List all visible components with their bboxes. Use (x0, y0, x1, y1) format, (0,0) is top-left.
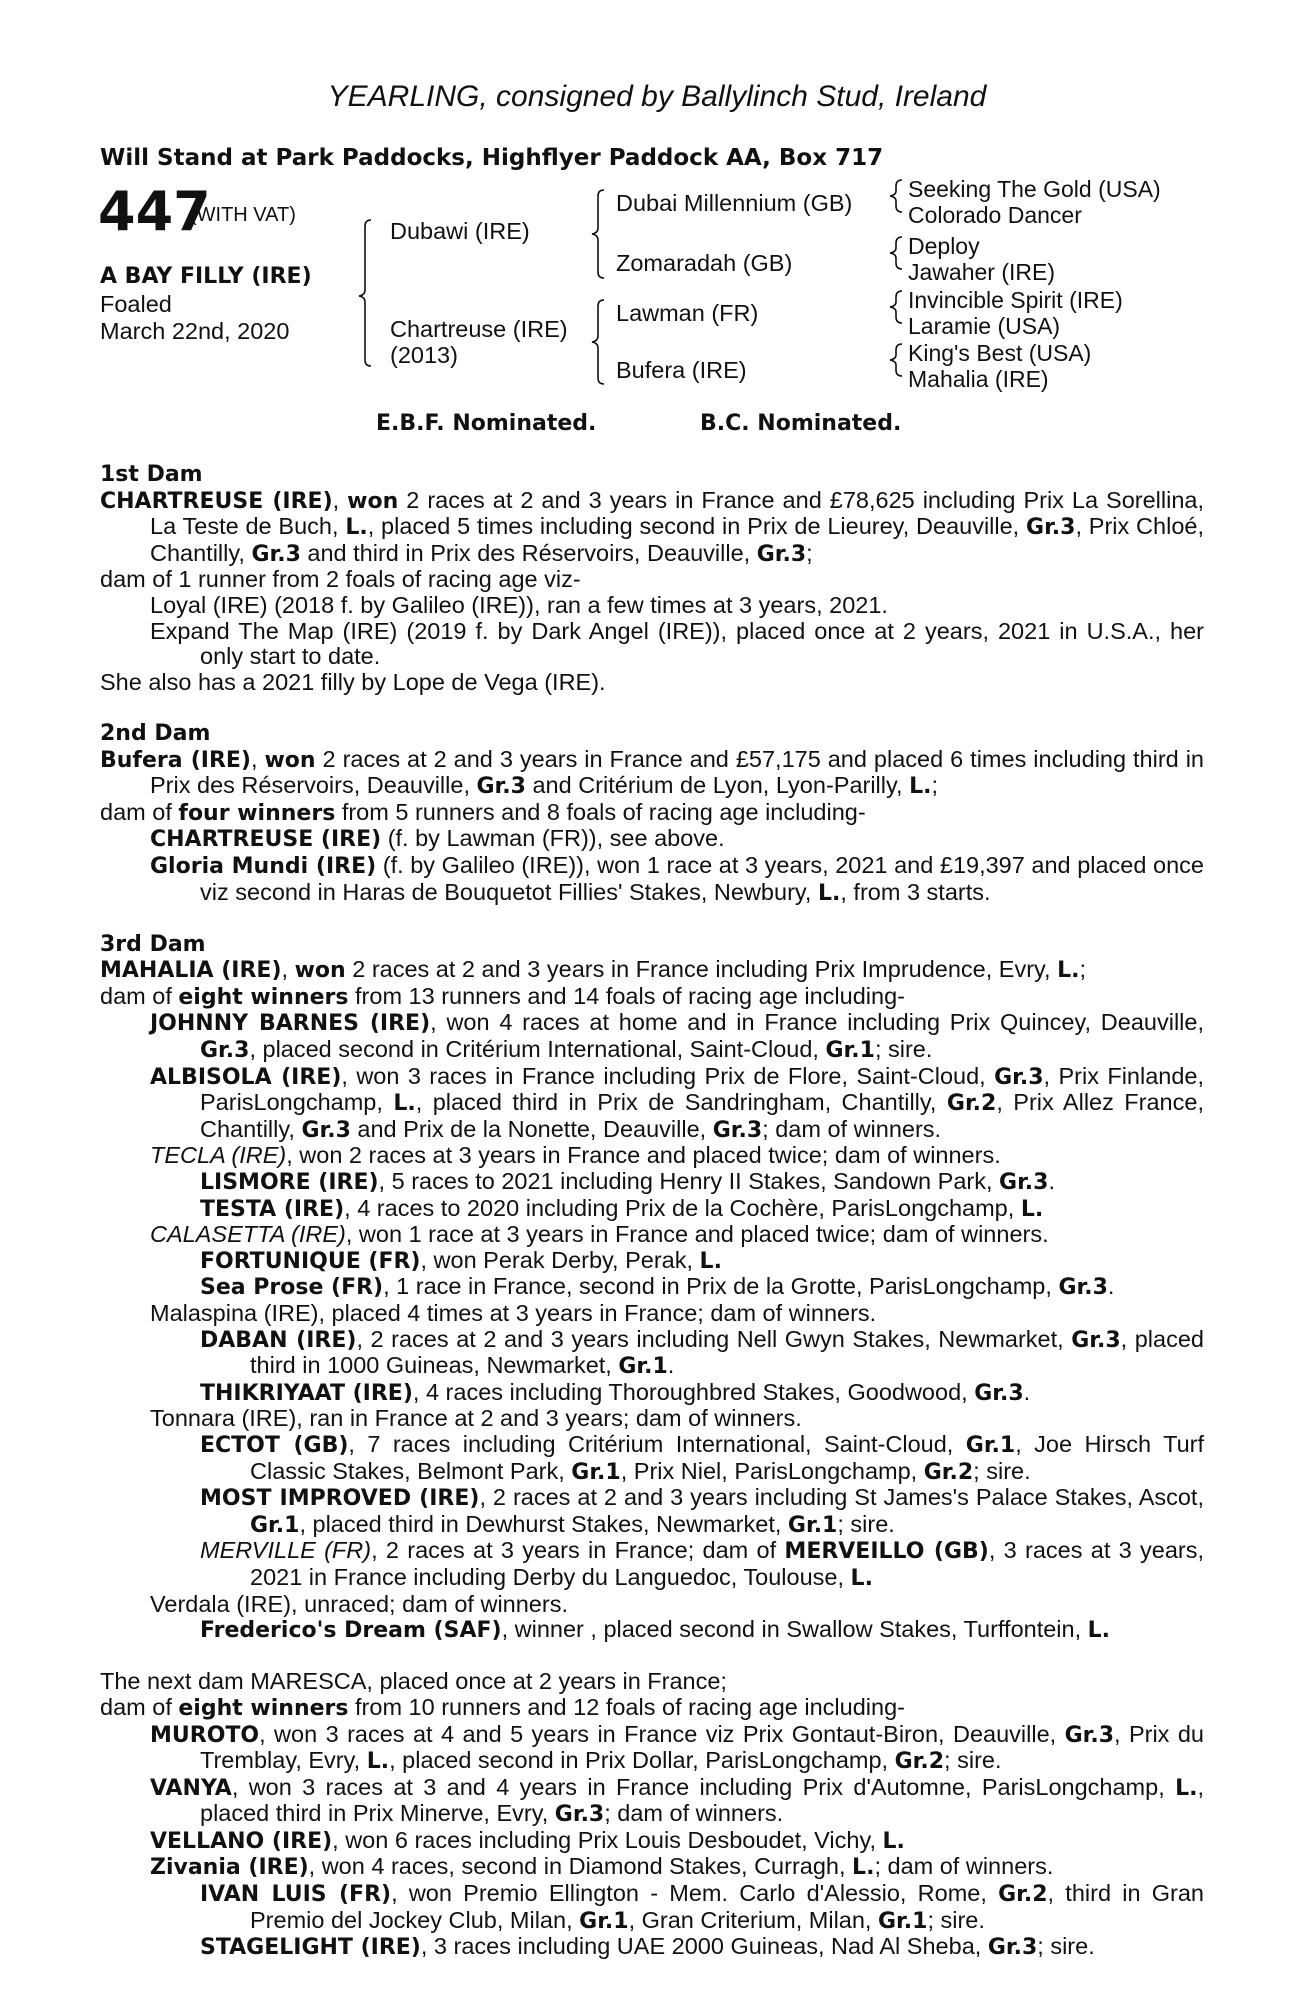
pedigree-sire: Dubawi (IRE) (390, 218, 530, 244)
entry-text: , Prix Chloé, Chantilly, (150, 513, 1204, 566)
entry-text: The next dam MARESCA, placed once at 2 years in France; (100, 1668, 727, 1695)
entry-text: ; dam of winners. (762, 1115, 942, 1142)
bold-text: Gr.3 (999, 1170, 1049, 1196)
bold-text: Gloria Mundi (IRE) (150, 853, 377, 879)
entry-text: , 4 races including Thoroughbred Stakes, Goodwood, (412, 1378, 975, 1405)
bold-text: L. (882, 1828, 905, 1854)
bold-text: Gr.3 (987, 1935, 1038, 1961)
entry-text: ; (1079, 956, 1087, 983)
entry-text: 2 races at 2 and 3 years in France and £57,175 and placed 6 times including third in Prix des Réservoirs, Deauville, (150, 745, 1204, 799)
entry-text: dam of (100, 1693, 179, 1720)
entry-text: Tonnara (IRE), ran in France at 2 and 3 years; dam of winners. (150, 1405, 802, 1432)
bold-text: JOHNNY BARNES (IRE) (150, 1011, 431, 1037)
bold-text: L. (1020, 1196, 1044, 1222)
bold-text: Gr.1 (618, 1354, 668, 1380)
bold-text: Gr.3 (1071, 1327, 1121, 1353)
bold-text: Gr.2 (946, 1091, 997, 1117)
bracket-g4 (890, 344, 902, 376)
pedigree-g7: King's Best (USA) (908, 340, 1092, 366)
bracket-g2 (890, 237, 902, 269)
bold-text: Gr.3 (200, 1038, 250, 1064)
entry-text: ; sire. (927, 1906, 985, 1933)
pedigree-entry (100, 957, 1204, 984)
bracket-dam (592, 300, 604, 384)
bold-text: Gr.3 (476, 774, 526, 800)
bold-text: VANYA (150, 1775, 232, 1801)
entry-text: , placed second in Prix Dollar, ParisLongchamp, (389, 1747, 895, 1774)
pedigree-g1: Seeking The Gold (USA) (908, 176, 1161, 202)
bold-text: Bufera (IRE) (100, 747, 251, 773)
bold-text: won (264, 747, 316, 773)
entry-text: 2 races at 2 and 3 years in France including Prix Imprudence, Evry, (345, 956, 1058, 983)
entry-text: ; dam of winners. (604, 1800, 784, 1827)
entry-text: 2 races at 2 and 3 years in France and £78,625 including Prix La Sorellina, La Teste de Buch, (150, 486, 1205, 540)
bold-text: ALBISOLA (IRE) (150, 1064, 342, 1090)
entry-text: ; sire. (874, 1036, 933, 1063)
bold-text: L. (699, 1248, 722, 1274)
entry-text: , 2 races at 2 and 3 years including St James's Palace Stakes, Ascot, (479, 1484, 1204, 1511)
bold-text: Gr.1 (787, 1512, 838, 1538)
italic-text: MERVILLE (FR) (200, 1537, 372, 1564)
entry-text: , third in Gran Premio del Jockey Club, Milan, (250, 1880, 1204, 1933)
entry-text: , Prix Finlande, ParisLongchamp, (200, 1062, 1205, 1116)
catalogue-header: YEARLING, consigned by Ballylinch Stud, Ireland (327, 80, 987, 113)
pedigree-entry (100, 1274, 1204, 1301)
entry-text: ; sire. (1037, 1933, 1095, 1960)
entry-text: , placed third in 1000 Guineas, Newmarket, (250, 1325, 1204, 1379)
entry-text: , 2 races at 2 and 3 years including Nell Gwyn Stakes, Newmarket, (356, 1325, 1072, 1352)
pedigree-entry (100, 1432, 1204, 1485)
bold-text: IVAN LUIS (FR) (200, 1882, 392, 1908)
entry-text: , Joe Hirsch Turf Classic Stakes, Belmont Park, (250, 1430, 1204, 1484)
bold-text: Gr.3 (1064, 1722, 1115, 1748)
entry-text: and third in Prix des Réservoirs, Deauville, (300, 539, 757, 566)
bold-text: DABAN (IRE) (200, 1327, 357, 1353)
pedigree-g4: Jawaher (IRE) (908, 259, 1055, 285)
pedigree-entry (100, 853, 1204, 906)
pedigree-g5: Invincible Spirit (IRE) (908, 287, 1123, 313)
bold-text: Gr.1 (579, 1908, 629, 1934)
foaled-date: March 22nd, 2020 (100, 318, 290, 344)
pedigree-entry (100, 1828, 1204, 1855)
entry-text: , won 6 races including Prix Louis Desboudet, Vichy, (332, 1826, 883, 1853)
pedigree-dam-dam: Bufera (IRE) (616, 357, 747, 383)
entry-text: and Critérium de Lyon, Lyon-Parilly, (525, 772, 910, 799)
entry-text: Loyal (IRE) (2018 f. by Galileo (IRE)), ran a few times at 3 years, 2021. (150, 591, 888, 618)
entry-text: . (1023, 1378, 1031, 1405)
entry-text: dam of (100, 982, 179, 1009)
entry-text: (f. by Lawman (FR)), see above. (381, 825, 725, 852)
entry-text: , won 2 races at 3 years in France and placed twice; dam of winners. (286, 1142, 1001, 1169)
bold-text: MOST IMPROVED (IRE) (200, 1486, 480, 1512)
bold-text: MAHALIA (IRE) (100, 958, 282, 984)
entry-text: from 5 runners and 8 foals of racing age including- (335, 798, 866, 825)
pedigree-dam-sire: Lawman (FR) (616, 300, 759, 326)
vat-note: (WITH VAT) (190, 204, 296, 226)
entry-text: from 10 runners and 12 foals of racing age including- (348, 1693, 905, 1720)
pedigree-entry (100, 1222, 1204, 1248)
bold-text: Gr.3 (1026, 515, 1076, 541)
bold-text: Gr.3 (994, 1064, 1044, 1090)
bold-text: Gr.3 (301, 1117, 351, 1143)
bold-text: CHARTREUSE (IRE) (100, 488, 333, 514)
pedigree-entry (100, 1538, 1204, 1591)
stable-location: Will Stand at Park Paddocks, Highflyer Paddock AA, Box 717 (100, 145, 884, 171)
entry-text: , won 4 races at home and in France including Prix Quincey, Deauville, (430, 1009, 1204, 1036)
pedigree-entry (100, 1722, 1204, 1775)
bold-text: L. (850, 1565, 873, 1591)
entry-text: , (250, 745, 265, 772)
bold-text: Gr.3 (554, 1802, 605, 1828)
bracket-g3 (890, 291, 902, 323)
pedigree-g3: Deploy (908, 233, 980, 259)
bracket-g1 (890, 180, 902, 212)
pedigree-entry (100, 1669, 1204, 1695)
bold-text: L. (1175, 1775, 1198, 1801)
entry-text: , placed third in Prix Minerve, Evry, (200, 1773, 1204, 1827)
pedigree-entry (100, 1406, 1204, 1432)
bold-text: Gr.3 (712, 1117, 763, 1143)
pedigree-entry (100, 593, 1204, 619)
entry-text: , Prix Allez France, Chantilly, (200, 1089, 1204, 1142)
pedigree-entry (100, 670, 1204, 696)
italic-text: TECLA (IRE) (150, 1142, 287, 1169)
entry-text: , 3 races including UAE 2000 Guineas, Nad Al Sheba, (420, 1933, 988, 1960)
entry-text: from 13 runners and 14 foals of racing age including- (348, 982, 905, 1009)
pedigree-entry (100, 747, 1204, 800)
bold-text: STAGELIGHT (IRE) (200, 1935, 421, 1961)
bold-text: four winners (178, 800, 336, 826)
pedigree-dam: Chartreuse (IRE) (390, 316, 568, 342)
pedigree-entry (100, 1196, 1204, 1223)
entry-text: ; sire. (944, 1747, 1002, 1774)
entry-text: , 2 races at 3 years in France; dam of (371, 1537, 785, 1564)
bold-text: Gr.3 (251, 541, 301, 567)
entry-text: , winner , placed second in Swallow Stakes, Turffontein, (501, 1616, 1088, 1643)
entry-text: and Prix de la Nonette, Deauville, (350, 1115, 713, 1142)
bold-text: LISMORE (IRE) (200, 1170, 379, 1196)
dam-section (100, 1669, 1204, 1961)
entry-text: , placed 5 times including second in Prix de Lieurey, Deauville, (367, 513, 1027, 540)
entry-text: , 3 races at 3 years, 2021 in France including Derby du Languedoc, Toulouse, (250, 1537, 1205, 1590)
entry-text: , won 3 races in France including Prix de Flore, Saint-Cloud, (341, 1062, 995, 1089)
entry-text: ; sire. (837, 1510, 895, 1537)
entry-text: , Prix Niel, ParisLongchamp, (620, 1457, 924, 1484)
entry-text: , Gran Criterium, Milan, (628, 1906, 878, 1933)
entry-text: Malaspina (IRE), placed 4 times at 3 years in France; dam of winners. (150, 1300, 877, 1326)
bold-text: ECTOT (GB) (200, 1432, 349, 1458)
dam-section (100, 932, 1204, 1644)
pedigree-entry (100, 826, 1204, 853)
pedigree-dam-year: (2013) (390, 342, 458, 368)
entry-text: , (332, 486, 348, 513)
bold-text: FORTUNIQUE (FR) (200, 1248, 421, 1274)
bold-text: Gr.1 (965, 1432, 1016, 1458)
bold-text: Gr.1 (250, 1512, 300, 1538)
pedigree-entry (100, 1854, 1204, 1881)
pedigree-entry (100, 1592, 1204, 1618)
pedigree-entry (100, 1617, 1204, 1644)
entry-text: , 5 races to 2021 including Henry II Stakes, Sandown Park, (378, 1168, 1000, 1195)
bold-text: L. (393, 1091, 416, 1117)
bold-text: eight winners (178, 1695, 349, 1721)
pedigree-g8: Mahalia (IRE) (908, 366, 1049, 392)
entry-text: , placed third in Prix de Sandringham, Chantilly, (415, 1089, 947, 1116)
bold-text: L. (852, 1855, 875, 1881)
foaled-label: Foaled (100, 291, 172, 317)
pedigree-g2: Colorado Dancer (908, 202, 1082, 228)
pedigree-entry (100, 1248, 1204, 1275)
entry-text: . (667, 1352, 675, 1379)
pedigree-entry (100, 619, 1204, 670)
pedigree-entry (100, 1143, 1204, 1169)
bold-text: won (294, 958, 346, 984)
entry-text: . (1107, 1273, 1115, 1300)
entry-text: dam of (100, 798, 179, 825)
bold-text: L. (1087, 1618, 1111, 1644)
entry-text: dam of 1 runner from 2 foals of racing age viz- (100, 566, 581, 593)
pedigree-entry (100, 488, 1204, 568)
entry-text: , (281, 956, 295, 983)
pedigree-sire-dam: Zomaradah (GB) (616, 250, 793, 276)
entry-text: ; (931, 772, 938, 799)
entry-text: ; dam of winners. (874, 1853, 1054, 1880)
pedigree-entry (100, 1775, 1204, 1828)
bold-text: L. (1057, 958, 1080, 984)
bold-text: MUROTO (150, 1722, 260, 1748)
pedigree-entry (100, 1010, 1204, 1063)
entry-text: , from 3 starts. (840, 878, 991, 905)
entry-text: , placed second in Critérium International, Saint-Cloud, (249, 1036, 826, 1063)
pedigree-entry (100, 1934, 1204, 1961)
pedigree-entry (100, 1881, 1204, 1934)
bold-text: L. (345, 515, 368, 541)
entry-text: , 1 race in France, second in Prix de la Grotte, ParisLongchamp, (383, 1273, 1059, 1300)
pedigree-entry (100, 984, 1204, 1011)
entry-text: (f. by Galileo (IRE)), won 1 race at 3 years, 2021 and £19,397 and placed once viz second in Haras de Bouquetot Fillies' Stakes, Newbury, (200, 851, 1204, 905)
dam-heading: 3rd Dam (100, 931, 206, 957)
bold-text: THIKRIYAAT (IRE) (200, 1380, 413, 1406)
entry-text: ; sire. (973, 1457, 1031, 1484)
entry-text: , Prix du Tremblay, Evry, (200, 1720, 1204, 1774)
pedigree-entry (100, 1301, 1204, 1327)
pedigree-entry (100, 800, 1204, 827)
pedigree-g6: Laramie (USA) (908, 313, 1061, 339)
dam-section (100, 721, 1204, 906)
entry-text: , won Perak Derby, Perak, (420, 1246, 700, 1273)
bold-text: L. (366, 1749, 390, 1775)
lot-number: 447 (98, 180, 211, 243)
bold-text: CHARTREUSE (IRE) (150, 827, 382, 853)
entry-text: , won Premio Ellington - Mem. Carlo d'Alessio, Rome, (391, 1880, 999, 1907)
bold-text: VELLANO (IRE) (150, 1828, 333, 1854)
bold-text: Gr.2 (998, 1882, 1048, 1908)
pedigree-entry (100, 567, 1204, 593)
pedigree-entry (100, 1380, 1204, 1407)
bold-text: Gr.1 (878, 1908, 928, 1934)
bold-text: Sea Prose (FR) (200, 1275, 384, 1301)
dam-heading: 1st Dam (100, 462, 203, 487)
bold-text: Gr.3 (1058, 1275, 1108, 1301)
dam-heading: 2nd Dam (100, 720, 211, 746)
bold-text: won (347, 488, 399, 514)
entry-text: , 4 races to 2020 including Prix de la Cochère, ParisLongchamp, (344, 1194, 1021, 1221)
entry-text: , won 4 races, second in Diamond Stakes, Curragh, (308, 1853, 853, 1880)
bracket-sire-dam (359, 220, 371, 366)
entry-text: , placed third in Dewhurst Stakes, Newmarket, (299, 1510, 788, 1537)
pedigree-entry (100, 1169, 1204, 1196)
bold-text: eight winners (178, 984, 349, 1010)
bold-text: Frederico's Dream (SAF) (200, 1618, 502, 1644)
bold-text: L. (909, 774, 932, 800)
entry-text: ; (806, 539, 813, 566)
bold-text: Zivania (IRE) (150, 1855, 309, 1881)
bold-text: Gr.2 (923, 1459, 974, 1485)
bold-text: MERVEILLO (GB) (784, 1539, 989, 1565)
entry-text: , won 1 race at 3 years in France and placed twice; dam of winners. (345, 1221, 1049, 1248)
horse-description: A BAY FILLY (IRE) (100, 264, 312, 289)
entry-text: , 7 races including Critérium International, Saint-Cloud, (348, 1430, 966, 1457)
entry-text: She also has a 2021 filly by Lope de Vega (IRE). (100, 668, 606, 695)
pedigree-sire-sire: Dubai Millennium (GB) (616, 190, 853, 216)
bold-text: L. (817, 880, 841, 906)
entry-text: , won 3 races at 4 and 5 years in France viz Prix Gontaut-Biron, Deauville, (259, 1720, 1065, 1747)
pedigree-entry (100, 1485, 1204, 1538)
bracket-sire (592, 190, 604, 278)
pedigree-entry (100, 1064, 1204, 1144)
bold-text: Gr.1 (825, 1038, 875, 1064)
pedigree-entry (100, 1327, 1204, 1380)
bold-text: TESTA (IRE) (200, 1196, 345, 1222)
bold-text: Gr.3 (974, 1380, 1024, 1406)
bold-text: Gr.2 (894, 1749, 945, 1775)
dam-section (100, 462, 1204, 695)
pedigree-entry (100, 1695, 1204, 1722)
entry-text: Verdala (IRE), unraced; dam of winners. (150, 1590, 568, 1617)
entry-text: Expand The Map (IRE) (2019 f. by Dark Angel (IRE)), placed once at 2 years, 2021 in U.S.A., her only start to date. (150, 617, 1204, 670)
bold-text: Gr.1 (571, 1459, 621, 1485)
italic-text: CALASETTA (IRE) (150, 1221, 346, 1248)
entry-text: , won 3 races at 3 and 4 years in France including Prix d'Automne, ParisLongchamp, (231, 1773, 1176, 1800)
dam-lines (100, 462, 1204, 1961)
entry-text: . (1048, 1168, 1055, 1195)
bc-nomination: B.C. Nominated. (700, 411, 902, 436)
bold-text: Gr.3 (756, 541, 807, 567)
ebf-nomination: E.B.F. Nominated. (376, 411, 597, 436)
